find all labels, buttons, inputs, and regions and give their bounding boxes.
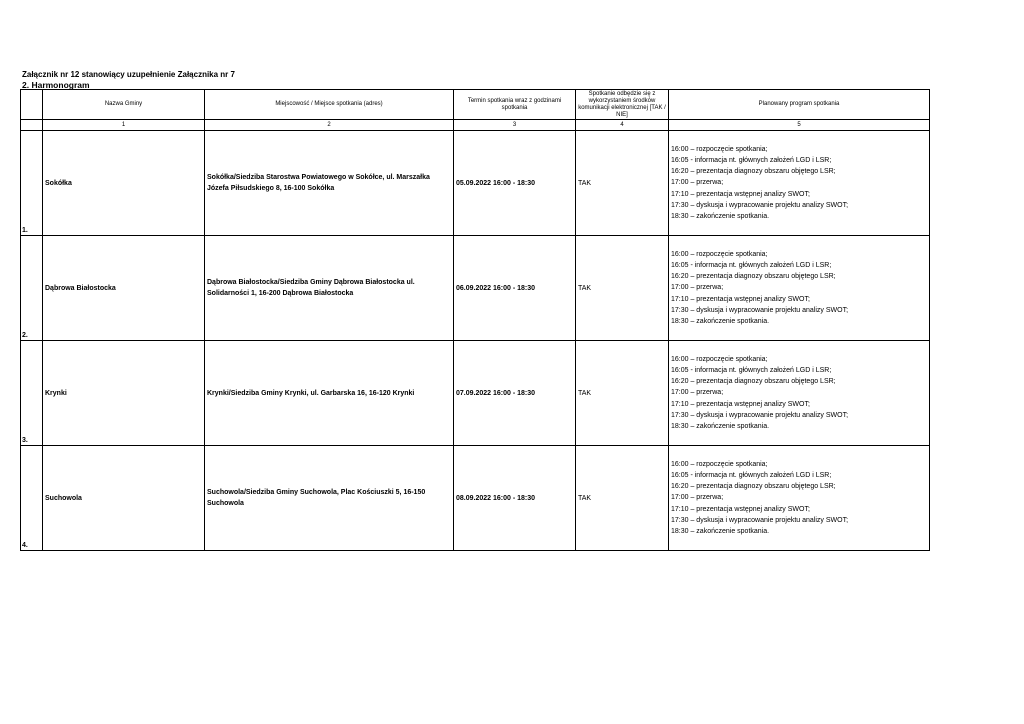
program-line: 17:00 – przerwa;: [671, 284, 724, 292]
termin-cell: 07.09.2022 16:00 - 18:30: [454, 341, 576, 446]
header-lp: [21, 90, 43, 120]
program-line: 17:30 – dyskusja i wypracowanie projektu analizy SWOT;: [671, 201, 849, 209]
program-line: 16:05 - informacja nt. głównych założeń LGD i LSR;: [671, 471, 832, 479]
miejsce-cell: Krynki/Siedziba Gminy Krynki, ul. Garbarska 16, 16-120 Krynki: [205, 341, 454, 446]
program-line: 18:30 – zakończenie spotkania.: [671, 213, 770, 220]
gmina-cell: Suchowola: [43, 446, 205, 551]
program-line: 16:05 - informacja nt. głównych założeń LGD i LSR;: [671, 156, 832, 164]
colnum-4: 4: [576, 120, 669, 131]
gmina-cell: Dąbrowa Białostocka: [43, 236, 205, 341]
gmina-cell: Krynki: [43, 341, 205, 446]
header-program: Planowany program spotkania: [669, 90, 930, 120]
termin-cell: 06.09.2022 16:00 - 18:30: [454, 236, 576, 341]
colnum-5: 5: [669, 120, 930, 131]
row-number: 2.: [21, 236, 43, 341]
header-termin: Termin spotkania wraz z godzinami spotkania: [454, 90, 576, 120]
table-header-row: [21, 90, 930, 120]
program-line: 18:30 – zakończenie spotkania.: [671, 423, 770, 430]
termin-cell: 08.09.2022 16:00 - 18:30: [454, 446, 576, 551]
termin-cell: 05.09.2022 16:00 - 18:30: [454, 131, 576, 236]
program-line: 17:30 – dyskusja i wypracowanie projektu analizy SWOT;: [671, 306, 849, 314]
program-line: 18:30 – zakończenie spotkania.: [671, 528, 770, 535]
table-row: [21, 446, 930, 551]
program-line: 17:10 – prezentacja wstępnej analizy SWOT;: [671, 190, 810, 198]
table-row: [21, 236, 930, 341]
komunikacja-cell: TAK: [576, 341, 669, 446]
section-title: 2. Harmonogram: [22, 80, 90, 90]
column-numbers-row: [21, 120, 930, 131]
program-line: 17:00 – przerwa;: [671, 389, 724, 397]
header-miejsce: Miejscowość / Miejsce spotkania (adres): [205, 90, 454, 120]
program-line: 16:20 – prezentacja diagnozy obszaru objętego LSR;: [671, 378, 836, 386]
miejsce-cell: Sokółka/Siedziba Starostwa Powiatowego w Sokółce, ul. Marszałka Józefa Piłsudskiego 8, 16-100 Sokółka: [205, 131, 454, 236]
header-nazwa-gminy: Nazwa Gminy: [43, 90, 205, 120]
colnum-3: 3: [454, 120, 576, 131]
program-line: 16:05 - informacja nt. głównych założeń LGD i LSR;: [671, 261, 832, 269]
schedule-table: [20, 89, 930, 551]
komunikacja-cell: TAK: [576, 236, 669, 341]
program-line: 17:10 – prezentacja wstępnej analizy SWOT;: [671, 295, 810, 303]
program-line: 16:20 – prezentacja diagnozy obszaru objętego LSR;: [671, 483, 836, 491]
program-line: 17:10 – prezentacja wstępnej analizy SWOT;: [671, 505, 810, 513]
program-line: 17:00 – przerwa;: [671, 179, 724, 187]
table-row: [21, 131, 930, 236]
gmina-cell: Sokółka: [43, 131, 205, 236]
program-line: 18:30 – zakończenie spotkania.: [671, 318, 770, 325]
program-line: 17:30 – dyskusja i wypracowanie projektu analizy SWOT;: [671, 516, 849, 524]
program-line: 17:00 – przerwa;: [671, 494, 724, 502]
program-line: 17:10 – prezentacja wstępnej analizy SWOT;: [671, 400, 810, 408]
program-line: 16:20 – prezentacja diagnozy obszaru objętego LSR;: [671, 273, 836, 281]
program-line: 16:20 – prezentacja diagnozy obszaru objętego LSR;: [671, 168, 836, 176]
miejsce-cell: Dąbrowa Białostocka/Siedziba Gminy Dąbrowa Białostocka ul. Solidarności 1, 16-200 Dąbrowa Białostocka: [205, 236, 454, 341]
row-number: 3.: [21, 341, 43, 446]
program-line: 16:00 – rozpoczęcie spotkania;: [671, 145, 768, 153]
miejsce-cell: Suchowola/Siedziba Gminy Suchowola, Plac Kościuszki 5, 16-150 Suchowola: [205, 446, 454, 551]
table-row: [21, 341, 930, 446]
program-cell: [669, 341, 930, 446]
row-number: 4.: [21, 446, 43, 551]
program-line: 16:00 – rozpoczęcie spotkania;: [671, 355, 768, 363]
attachment-title: Załącznik nr 12 stanowiący uzupełnienie Załącznika nr 7: [22, 70, 235, 79]
komunikacja-cell: TAK: [576, 446, 669, 551]
colnum-blank: [21, 120, 43, 131]
colnum-1: 1: [43, 120, 205, 131]
row-number: 1.: [21, 131, 43, 236]
program-line: 16:00 – rozpoczęcie spotkania;: [671, 250, 768, 258]
komunikacja-cell: TAK: [576, 131, 669, 236]
program-line: 17:30 – dyskusja i wypracowanie projektu analizy SWOT;: [671, 411, 849, 419]
program-cell: [669, 131, 930, 236]
colnum-2: 2: [205, 120, 454, 131]
program-cell: [669, 236, 930, 341]
program-line: 16:00 – rozpoczęcie spotkania;: [671, 460, 768, 468]
program-cell: [669, 446, 930, 551]
program-line: 16:05 - informacja nt. głównych założeń LGD i LSR;: [671, 366, 832, 374]
header-komunikacja: Spotkanie odbędzie się z wykorzystaniem środków komunikacji elektronicznej [TAK / NIE]: [576, 90, 669, 120]
